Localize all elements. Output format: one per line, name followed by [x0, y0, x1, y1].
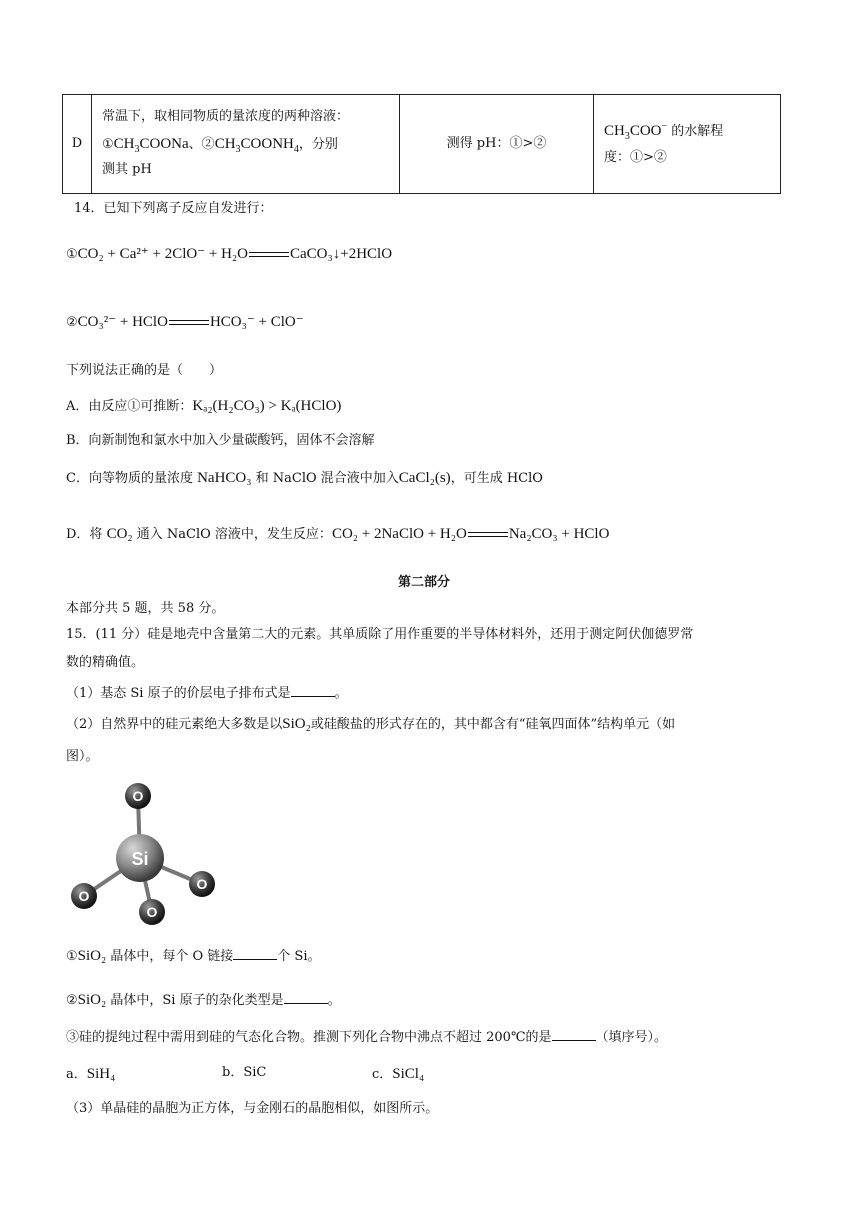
q15-sub-3: ③硅的提纯过程中需用到硅的气态化合物。推测下列化合物中沸点不超过 200℃的是 （填序号）。 — [66, 1030, 668, 1045]
operation-cell — [92, 95, 400, 194]
operation-line-3: 测其 pH — [102, 162, 152, 178]
equals-arrow-icon — [468, 529, 508, 541]
reaction-1: ①CO₂ + Ca²⁺ + 2ClO⁻ + H₂O CaCO₃↓+2HClO — [66, 246, 393, 262]
q15-sub-2: ②SiO₂ 晶体中，Si 原子的杂化类型是 。 — [66, 992, 341, 1008]
option-d-table — [62, 94, 781, 194]
o-atom-label: O — [78, 888, 90, 904]
answer-blank[interactable] — [284, 991, 328, 1004]
q14-option-c: C．向等物质的量浓度 NaHCO₃ 和 NaClO 混合液中加入CaCl₂(s)，可生成 HClO — [66, 470, 543, 486]
part2-intro: 本部分共 5 题，共 58 分。 — [66, 601, 225, 616]
q15-choice-b: b．SiC — [222, 1065, 267, 1080]
q14-ask: 下列说法正确的是（ ） — [66, 363, 223, 378]
answer-blank[interactable] — [291, 684, 335, 697]
operation-line-2: $①CH_3COONa$、$②CH_3COONH_4$，分别 — [102, 135, 338, 155]
o-atom-label: O — [196, 876, 208, 892]
equals-arrow-icon — [169, 317, 209, 329]
q14-option-b: B．向新制饱和氯水中加入少量碳酸钙，固体不会溶解 — [66, 433, 375, 448]
q15-sub-1: ①SiO₂ 晶体中，每个 O 链接 个 Si。 — [66, 948, 321, 964]
reaction-2: ②CO₃²⁻ + HClO HCO₃⁻ + ClO⁻ — [66, 314, 304, 330]
q15-stem-line-1: 15．(11 分）硅是地壳中含量第二大的元素。其单质除了用作重要的半导体材料外，还用于测定阿伏伽德罗常 — [66, 627, 694, 642]
q15-stem-line-2: 数的精确值。 — [66, 655, 145, 670]
q15-choice-c: c．SiCl₄ — [372, 1066, 425, 1082]
o-atom-label: O — [132, 788, 144, 804]
q15-choice-a: a．SiH₄ — [66, 1066, 116, 1082]
q15-part-2: （2）自然界中的硅元素绝大多数是以SiO₂或硅酸盐的形式存在的，其中都含有“硅氧四面体”结构单元（如 — [66, 716, 676, 732]
answer-blank[interactable] — [233, 947, 277, 960]
phenomenon-cell: 测得 pH：①>② — [400, 95, 594, 194]
o-atom-label: O — [146, 904, 158, 920]
answer-blank[interactable] — [552, 1028, 596, 1041]
row-label: D — [63, 95, 92, 194]
table-row — [63, 95, 781, 194]
q14-stem: 14．已知下列离子反应自发进行： — [74, 201, 273, 216]
q14-option-a: A．由反应①可推断：Kₐ₂(H₂CO₃) > Kₐ(HClO) — [66, 398, 342, 414]
si-atom-label: Si — [131, 849, 149, 869]
q15-part-2-line-2: 图）。 — [66, 749, 99, 764]
q15-part-3: （3）单晶硅的晶胞为正方体，与金刚石的晶胞相似，如图所示。 — [66, 1101, 439, 1116]
operation-line-1: 常温下，取相同物质的量浓度的两种溶液： — [102, 109, 350, 125]
silicon-oxygen-tetrahedron-figure — [62, 780, 222, 930]
part2-heading: 第二部分 — [398, 575, 451, 590]
conclusion-cell: $CH_3COO^-$ 的水解程 度：①>② — [594, 95, 781, 194]
q15-part-1: （1）基态 Si 原子的价层电子排布式是 。 — [66, 686, 348, 701]
equals-arrow-icon — [249, 249, 289, 261]
q14-option-d: D．将 CO₂ 通入 NaClO 溶液中，发生反应：CO₂ + 2NaClO + H₂O Na₂CO₃ + HClO — [66, 526, 610, 542]
